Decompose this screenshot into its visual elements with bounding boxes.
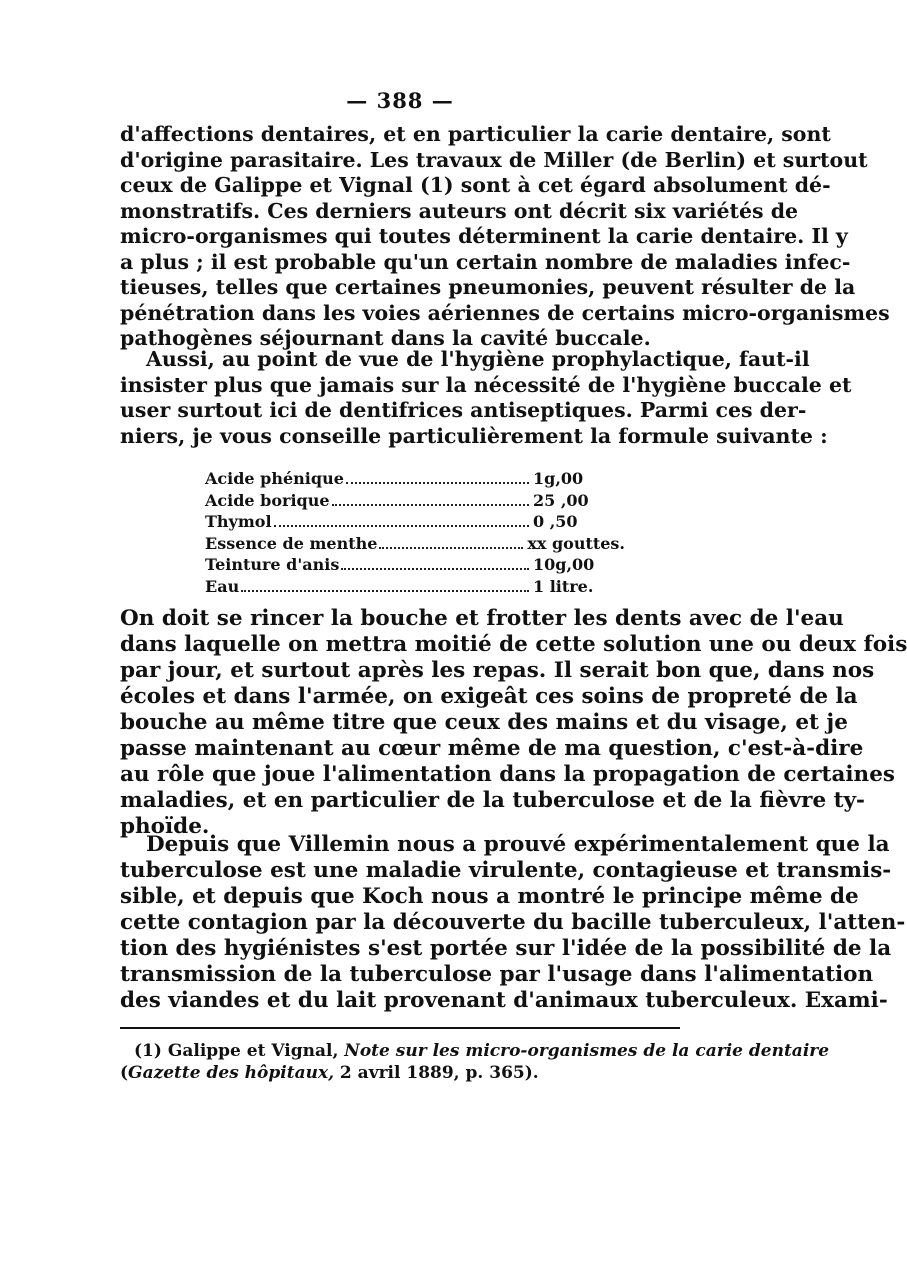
ingredient-quantity: 25 ,00 bbox=[533, 490, 589, 510]
dentifrice-formula bbox=[205, 468, 625, 597]
text-line: dans laquelle on mettra moitié de cette solution une ou deux fois bbox=[120, 632, 907, 657]
text-line: passe maintenant au cœur même de ma question, c'est-à-dire bbox=[120, 736, 864, 761]
text-line: tieuses, telles que certaines pneumonies, peuvent résulter de la bbox=[120, 275, 856, 299]
text-line: ceux de Galippe et Vignal (1) sont à cet égard absolument dé- bbox=[120, 173, 831, 197]
formula-row bbox=[205, 533, 625, 555]
footnote-divider bbox=[120, 1027, 680, 1029]
footnote-title: Note sur les micro-organismes de la carie dentaire bbox=[344, 1041, 830, 1061]
text-line: bouche au même titre que ceux des mains et du visage, et je bbox=[120, 710, 848, 735]
text-line: monstratifs. Ces derniers auteurs ont décrit six variétés de bbox=[120, 198, 799, 223]
text-line: cette contagion par la découverte du bacille tuberculeux, l'atten- bbox=[120, 910, 906, 935]
text-line: pénétration dans les voies aériennes de certains micro-organismes bbox=[120, 300, 890, 325]
ingredient-quantity: 1g,00 bbox=[533, 469, 584, 488]
text-line: au rôle que joue l'alimentation dans la propagation de certaines bbox=[120, 762, 895, 787]
paragraph-2 bbox=[120, 347, 852, 449]
formula-row bbox=[205, 490, 625, 512]
page-number: — 388 — bbox=[346, 88, 454, 113]
text-line: des viandes et du lait provenant d'animaux tuberculeux. Exami- bbox=[120, 988, 888, 1013]
footnote-journal: Gazette des hôpitaux, bbox=[128, 1063, 335, 1083]
ingredient-name: Thymol bbox=[205, 512, 272, 531]
formula-row bbox=[205, 576, 625, 598]
ingredient-name: Acide borique bbox=[205, 490, 330, 510]
text-line: d'affections dentaires, et en particulier la carie dentaire, sont bbox=[120, 122, 831, 146]
leader-dots bbox=[341, 568, 529, 570]
ingredient-name: Acide phénique bbox=[205, 469, 344, 488]
text-line: micro-organismes qui toutes déterminent la carie dentaire. Il y bbox=[120, 224, 848, 248]
text-line: sible, et depuis que Koch nous a montré le principe même de bbox=[120, 884, 859, 909]
formula-row bbox=[205, 511, 625, 533]
footnote-text: (1) Galippe et Vignal, bbox=[134, 1041, 345, 1061]
paragraph-1 bbox=[120, 122, 890, 352]
ingredient-quantity: 10g,00 bbox=[533, 555, 595, 574]
text-line: transmission de la tuberculose par l'usage dans l'alimentation bbox=[120, 962, 874, 987]
footnote bbox=[120, 1040, 830, 1084]
text-line: maladies, et en particulier de la tuberculose et de la fièvre ty- bbox=[120, 788, 865, 813]
text-line: écoles et dans l'armée, on exigeât ces soins de propreté de la bbox=[120, 684, 858, 709]
text-line: Depuis que Villemin nous a prouvé expérimentalement que la bbox=[146, 832, 890, 857]
leader-dots bbox=[379, 547, 523, 549]
text-line: Aussi, au point de vue de l'hygiène prophylactique, faut-il bbox=[146, 347, 810, 371]
ingredient-name: Teinture d'anis bbox=[205, 555, 340, 574]
ingredient-quantity: 1 litre. bbox=[533, 576, 594, 596]
formula-row bbox=[205, 554, 625, 576]
leader-dots bbox=[332, 504, 529, 506]
text-line: d'origine parasitaire. Les travaux de Miller (de Berlin) et surtout bbox=[120, 147, 868, 172]
text-line: a plus ; il est probable qu'un certain nombre de maladies infec- bbox=[120, 249, 851, 274]
formula-row bbox=[205, 468, 625, 490]
paragraph-4 bbox=[120, 832, 906, 1014]
ingredient-quantity: xx gouttes. bbox=[527, 533, 625, 553]
text-line: phoïde. bbox=[120, 814, 210, 839]
leader-dots bbox=[274, 525, 529, 527]
text-line: tion des hygiénistes s'est portée sur l'idée de la possibilité de la bbox=[120, 936, 892, 961]
paragraph-3 bbox=[120, 606, 907, 840]
text-line: user surtout ici de dentifrices antiseptiques. Parmi ces der- bbox=[120, 398, 807, 422]
text-line: On doit se rincer la bouche et frotter les dents avec de l'eau bbox=[120, 606, 844, 631]
ingredient-quantity: 0 ,50 bbox=[533, 512, 578, 531]
footnote-line-1 bbox=[120, 1040, 830, 1062]
leader-dots bbox=[346, 482, 529, 484]
leader-dots bbox=[241, 590, 529, 592]
ingredient-name: Eau bbox=[205, 576, 240, 596]
text-line: insister plus que jamais sur la nécessité de l'hygiène buccale et bbox=[120, 372, 852, 397]
text-line: tuberculose est une maladie virulente, contagieuse et transmis- bbox=[120, 858, 892, 883]
text-line: niers, je vous conseille particulièrement la formule suivante : bbox=[120, 423, 828, 448]
footnote-text: ( bbox=[120, 1063, 129, 1083]
ingredient-name: Essence de menthe bbox=[205, 533, 378, 553]
footnote-text: 2 avril 1889, p. 365). bbox=[334, 1063, 539, 1083]
footnote-line-2 bbox=[120, 1062, 680, 1084]
text-line: pathogènes séjournant dans la cavité buccale. bbox=[120, 326, 651, 350]
text-line: par jour, et surtout après les repas. Il serait bon que, dans nos bbox=[120, 658, 875, 683]
